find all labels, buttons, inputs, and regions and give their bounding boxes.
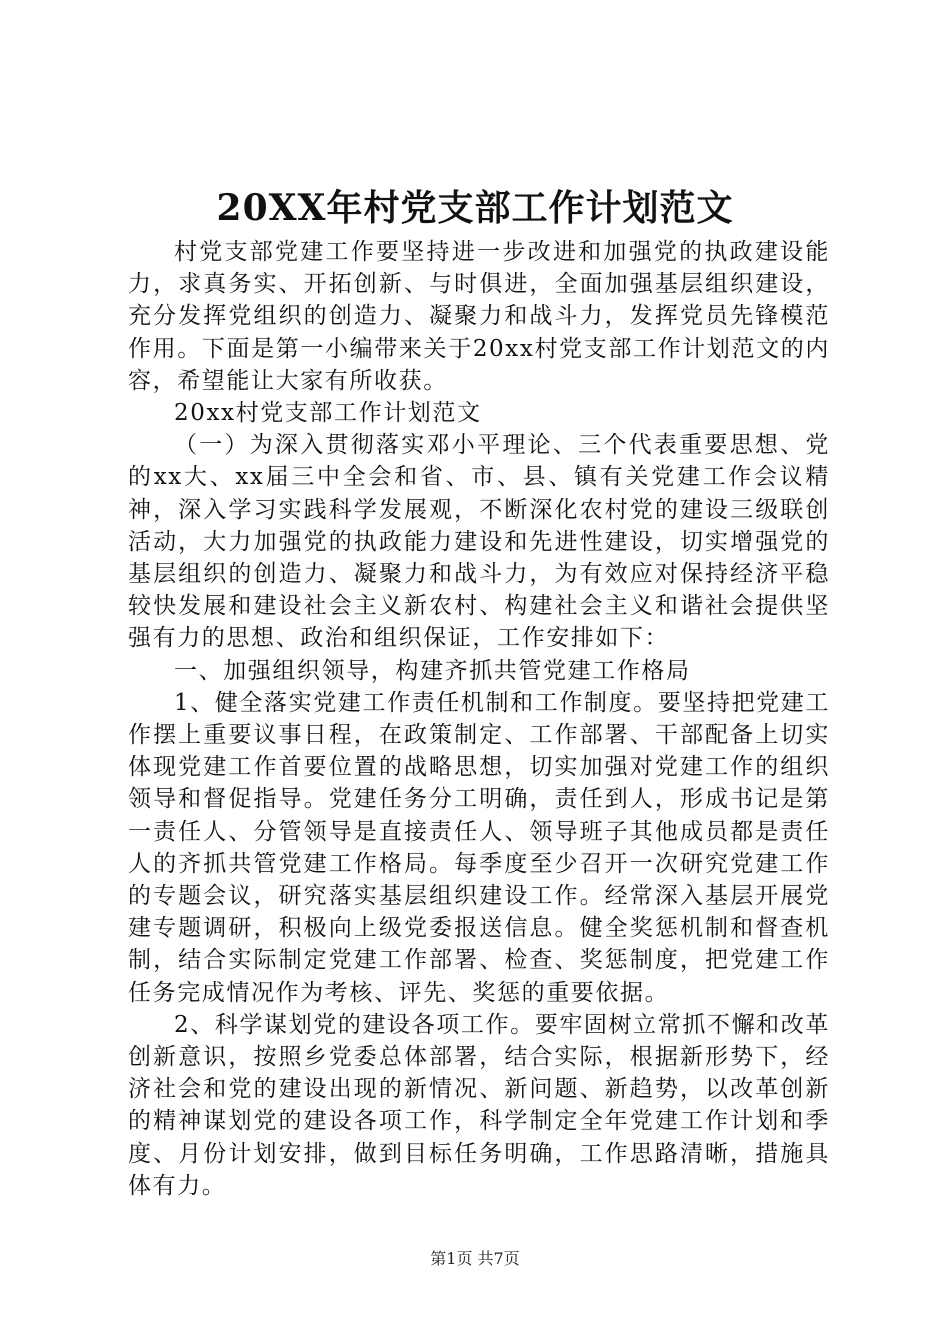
document-body: [128, 236, 830, 1202]
section-one-paragraph: （一）为深入贯彻落实邓小平理论、三个代表重要思想、党的xx大、xx届三中全会和省、市、县、镇有关党建工作会议精神，深入学习实践科学发展观，不断深化农村党的建设三级联创活动，大力加强党的执政能力建设和先进性建设，切实增强党的基层组织的创造力、凝聚力和战斗力，为有效应对保持经济平稳较快发展和建设社会主义新农村、构建社会主义和谐社会提供坚强有力的思想、政治和组织保证，工作安排如下：: [128, 432, 830, 652]
heading-one: 一、加强组织领导，构建齐抓共管党建工作格局: [174, 657, 691, 684]
item-one-paragraph: 1、健全落实党建工作责任机制和工作制度。要坚持把党建工作摆上重要议事日程，在政策制定、工作部署、干部配备上切实体现党建工作首要位置的战略思想，切实加强对党建工作的组织领导和督促指导。党建任务分工明确，责任到人，形成书记是第一责任人、分管领导是直接责任人、领导班子其他成员都是责任人的齐抓共管党建工作格局。每季度至少召开一次研究党建工作的专题会议，研究落实基层组织建设工作。经常深入基层开展党建专题调研，积极向上级党委报送信息。健全奖惩机制和督查机制，结合实际制定党建工作部署、检查、奖惩制度，把党建工作任务完成情况作为考核、评先、奖惩的重要依据。: [128, 689, 830, 1006]
subtitle-line: 20xx村党支部工作计划范文: [174, 400, 482, 427]
document-title: 20XX年村党支部工作计划范文: [216, 187, 734, 229]
item-two-paragraph: 2、科学谋划党的建设各项工作。要牢固树立常抓不懈和改革创新意识，按照乡党委总体部署，结合实际，根据新形势下，经济社会和党的建设出现的新情况、新问题、新趋势，以改革创新的精神谋划党的建设各项工作，科学制定全年党建工作计划和季度、月份计划安排，做到目标任务明确，工作思路清晰，措施具体有力。: [128, 1011, 830, 1199]
page-footer: 第1页 共7页: [430, 1249, 520, 1268]
intro-paragraph: 村党支部党建工作要坚持进一步改进和加强党的执政建设能力，求真务实、开拓创新、与时俱进，全面加强基层组织建设，充分发挥党组织的创造力、凝聚力和战斗力，发挥党员先锋模范作用。下面是第一小编带来关于20xx村党支部工作计划范文的内容，希望能让大家有所收获。: [128, 239, 830, 394]
